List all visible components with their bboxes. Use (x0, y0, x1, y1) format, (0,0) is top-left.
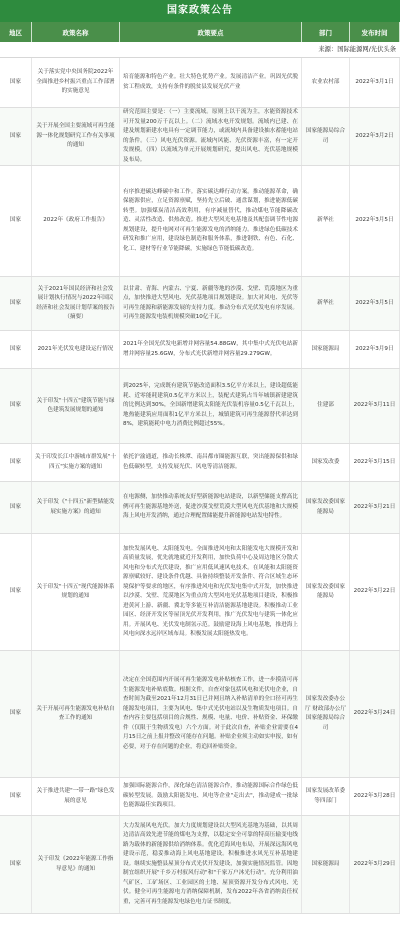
table-row (0, 369, 400, 444)
cell-policy-points: 大力发展风电光伏。加大力度规划建设以大型风光基地为基础，以其周边清洁高效先进节能的煤电为支撑，以稳定安全可靠的特高压输变电线路为载体的新能源供给消纳体系。优化近海风电布局，开展深远海风电建设示范，稳妥推动海上风电基地建设。积极推进水风光互补基地建设。继续实施整县屋顶分布式光伏开发建设，加强实施情况监管。因地制宜组织开展"千乡万村驭风行动"和"千家万户沐光行动"。充分利用油气矿区、工矿场区、工业园区的土地、屋顶资源开发分布式风电、光伏。健全可再生能源电力消纳保障机制，发布2022年各省消纳责任权重，完善可再生能源发电绿色电力证书制度。 (120, 816, 302, 913)
cell-policy-name: 关于落实党中央国务院2022年全面推进乡村振兴重点工作部署的实施意见 (32, 58, 120, 107)
cell-release-date: 2022年3月15日 (350, 444, 400, 481)
cell-policy-points: 到2025年，完成既有建筑节能改造面积3.5亿平方米以上，建设超低能耗、近零能耗建筑0.5亿平方米以上，装配式建筑占当年城镇新建建筑的比例达到30%，全国新增建筑太阳能光伏装机容量0.5亿千瓦以上，地热能建筑应用面积1亿平方米以上，城镇建筑可再生能源替代率达到8%，建筑能耗中电力消费比例超过55%。 (120, 369, 302, 443)
header-policy-name: 政策名称 (32, 22, 120, 42)
table-row (0, 816, 400, 914)
header-policy-points: 政策要点 (120, 22, 302, 42)
cell-policy-name: 关于2021年国民经济和社会发展计划执行情况与2022年国民经济和社会发展计划草案的报告（摘要） (32, 277, 120, 330)
table-row (0, 444, 400, 482)
policy-table-body (0, 58, 400, 914)
cell-department: 国家发改委办公厅 财政部办公厅 国家能源局综合司 (302, 651, 350, 777)
table-row (0, 58, 400, 108)
cell-region: 国家 (0, 331, 32, 368)
cell-release-date: 2022年3月1日 (350, 58, 400, 107)
header-department: 部门 (302, 22, 350, 42)
cell-release-date: 2022年3月24日 (350, 651, 400, 777)
cell-release-date: 2022年3月28日 (350, 778, 400, 815)
cell-region: 国家 (0, 166, 32, 276)
cell-policy-name: 关于开展可再生能源发电补贴自查工作的通知 (32, 651, 120, 777)
cell-policy-points: 培育能源和特色产业。壮大特色优势产业。发展清洁产业。巩固光伏脱贫工程成效，支持有条件的脱贫县发展光伏产业 (120, 58, 302, 107)
cell-region: 国家 (0, 277, 32, 330)
cell-policy-points: 加强国际能源合作，深化绿色清洁能源合作，推动能源国际合作绿色低碳转型发展。鼓励太阳能发电、风电等企业"走出去"，推动建成一批绿色能源最佳实践项目。 (120, 778, 302, 815)
cell-region: 国家 (0, 369, 32, 443)
cell-region: 国家 (0, 534, 32, 650)
cell-policy-name: 关于推进共建"一带一路"绿色发展的意见 (32, 778, 120, 815)
table-row (0, 166, 400, 277)
cell-department: 农业农村部 (302, 58, 350, 107)
cell-department: 国家发展改革委等四部门 (302, 778, 350, 815)
cell-policy-name: 关于开展全国主要流域可再生能源一体化规划研究工作有关事项的通知 (32, 108, 120, 165)
cell-policy-name: 关于印发《"十四五"新型储能发展实施方案》的通知 (32, 482, 120, 533)
cell-department: 国家发改委 (302, 444, 350, 481)
cell-department: 国家能源局 (302, 816, 350, 913)
cell-release-date: 2022年3月21日 (350, 482, 400, 533)
table-row (0, 108, 400, 166)
cell-department: 新华社 (302, 277, 350, 330)
cell-department: 国家发改委国家能源局 (302, 482, 350, 533)
cell-release-date: 2022年3月5日 (350, 166, 400, 276)
cell-policy-points: 有序推进碳达峰碳中和工作。落实碳达峰行动方案。推动能源革命，确保能源供应，立足资源禀赋，坚持先立后破、通盘谋划，推进能源低碳转型。加强煤炭清洁高效利用，有序减量替代，推动煤电节能降碳改造、灵活性改造、供热改造。推进大型风光电基地及其配套调节性电源规划建设，提升电网对可再生能源发电的消纳能力。推进绿色低碳技术研发和推广应用，建设绿色制造和服务体系，推进钢铁、有色、石化、化工、建材等行业节能降碳，实施绿色节能低碳改造。 (120, 166, 302, 276)
cell-policy-points: 决定在全国范围内开展可再生能源发电补贴核查工作，进一步摸清可再生能源发电补贴底数。根据文件，自查对象包括风电和光伏电企业，自查时间为截至2021年12月31日已并网且纳入补贴清单的全口径可再生能源发电项目，主要为风电、集中式光伏电站以及生物质发电项目。自查内容主要包括项目的合规性、规模、电量、电价、补贴资金、环保缴件（仅限于生物质发电）六个方面。对于此次自查，补贴企业需要在4月15日之前上报并整改可能存在问题。补贴企业须主动如实申报，如有必要，对于存在问题的企业，将追回补贴资金。 (120, 651, 302, 777)
cell-release-date: 2022年3月9日 (350, 331, 400, 368)
cell-department: 国家能源局综合司 (302, 108, 350, 165)
cell-release-date: 2022年3月22日 (350, 534, 400, 650)
header-release-date: 发布时间 (350, 22, 400, 42)
cell-policy-points: 2021年全国光伏发电新增并网容量54.88GW，其中集中式光伏电站新增并网容量25.6GW，分布式光伏新增并网容量29.279GW。 (120, 331, 302, 368)
table-row (0, 534, 400, 651)
cell-department: 国家能源局 (302, 331, 350, 368)
cell-department: 国家发改委国家能源局 (302, 534, 350, 650)
cell-policy-name: 关于印发长江中游城市群发展"十四五"实施方案的通知 (32, 444, 120, 481)
cell-policy-name: 关于印发"十四五"现代能源体系规划的通知 (32, 534, 120, 650)
cell-policy-points: 研究范围主要是：（一）主要流域。原则上以干流为主，水能资源技术可开发量200万千瓦以上。（二）流域水电开发规划。流域内已建、在建及规划新建水电具有一定调节能力，或流域内具备建设抽水蓄能电站的条件。（三）风电光伏资源。流域内风能、光伏资源丰富，有一定开发规模。（四）以流域为单元开展规划研究，提出风电、光伏基地规模及布局。 (120, 108, 302, 165)
cell-policy-points: 依托沪渝通道，推动长株潭、南昌都市圈能源互联，突出能源保供和绿色低碳转型，支持发展光伏、风电等清洁能源。 (120, 444, 302, 481)
cell-region: 国家 (0, 108, 32, 165)
table-row (0, 651, 400, 778)
cell-region: 国家 (0, 444, 32, 481)
table-row (0, 778, 400, 816)
cell-policy-name: 2022年《政府工作报告》 (32, 166, 120, 276)
cell-policy-name: 2021年光伏发电建设运行情况 (32, 331, 120, 368)
cell-release-date: 2022年3月2日 (350, 108, 400, 165)
cell-release-date: 2022年3月11日 (350, 369, 400, 443)
page-title: 国家政策公告 (0, 0, 400, 22)
cell-policy-name: 关于印发"十四五"建筑节能与绿色建筑发展规划的通知 (32, 369, 120, 443)
table-header (0, 22, 400, 42)
cell-policy-points: 以甘肃、青海、内蒙古、宁夏、新疆等地的沙漠、戈壁、荒漠地区为重点，加快推进大型风电、光伏基地项目规划建设。加大对风电、光伏等可再生能源和新能源发展的支持力度。推动分布式光伏发电有序发展。可再生能源发电装机规模突破10亿千瓦。 (120, 277, 302, 330)
table-row (0, 482, 400, 534)
table-row (0, 277, 400, 331)
cell-department: 新华社 (302, 166, 350, 276)
cell-department: 住建部 (302, 369, 350, 443)
cell-release-date: 2022年3月29日 (350, 816, 400, 913)
cell-region: 国家 (0, 816, 32, 913)
cell-region: 国家 (0, 58, 32, 107)
source-note: 来源：国际能源网/光伏头条 (0, 42, 400, 58)
header-region: 地区 (0, 22, 32, 42)
cell-region: 国家 (0, 778, 32, 815)
table-row (0, 331, 400, 369)
cell-region: 国家 (0, 651, 32, 777)
cell-release-date: 2022年3月5日 (350, 277, 400, 330)
cell-policy-points: 在电源侧，加快推动系统友好型新能源电站建设，以新型储能支撑高比例可再生能源基地外送，促进沙漠戈壁荒漠大型风电光伏基地和大规模海上风电开发消纳，通过合理配置储能提升新能源电站发电特性。 (120, 482, 302, 533)
cell-region: 国家 (0, 482, 32, 533)
cell-policy-name: 关于印发《2022年能源工作指导意见》的通知 (32, 816, 120, 913)
cell-policy-points: 加快发展风电、太阳能发电。全面推进风电和太阳能发电大规模开发和高质量发展，优先就地就近开发利用，加快负荷中心及周边地区分散式风电和分布式光伏建设，推广应用低风速风电技术。在风能和太阳能资源禀赋较好、建设条件优越、具备持续整装开发条件、符合区域生态环境保护等要求的地区，有序推进风电和光伏发电集中式开发，加快推进以沙漠、戈壁、荒漠地区为重点的大型风电光伏基地项目建设，积极推进黄河上游、新疆、冀北等多能互补清洁能源基地建设。积极推动工业园区、经济开发区等屋顶光伏开发利用，推广光伏发电与建筑一体化应用。开展风电、光伏发电制氢示范。鼓励建设海上风电基地，推进海上风电向深水远岸区域布局。积极发展太阳能热发电。 (120, 534, 302, 650)
